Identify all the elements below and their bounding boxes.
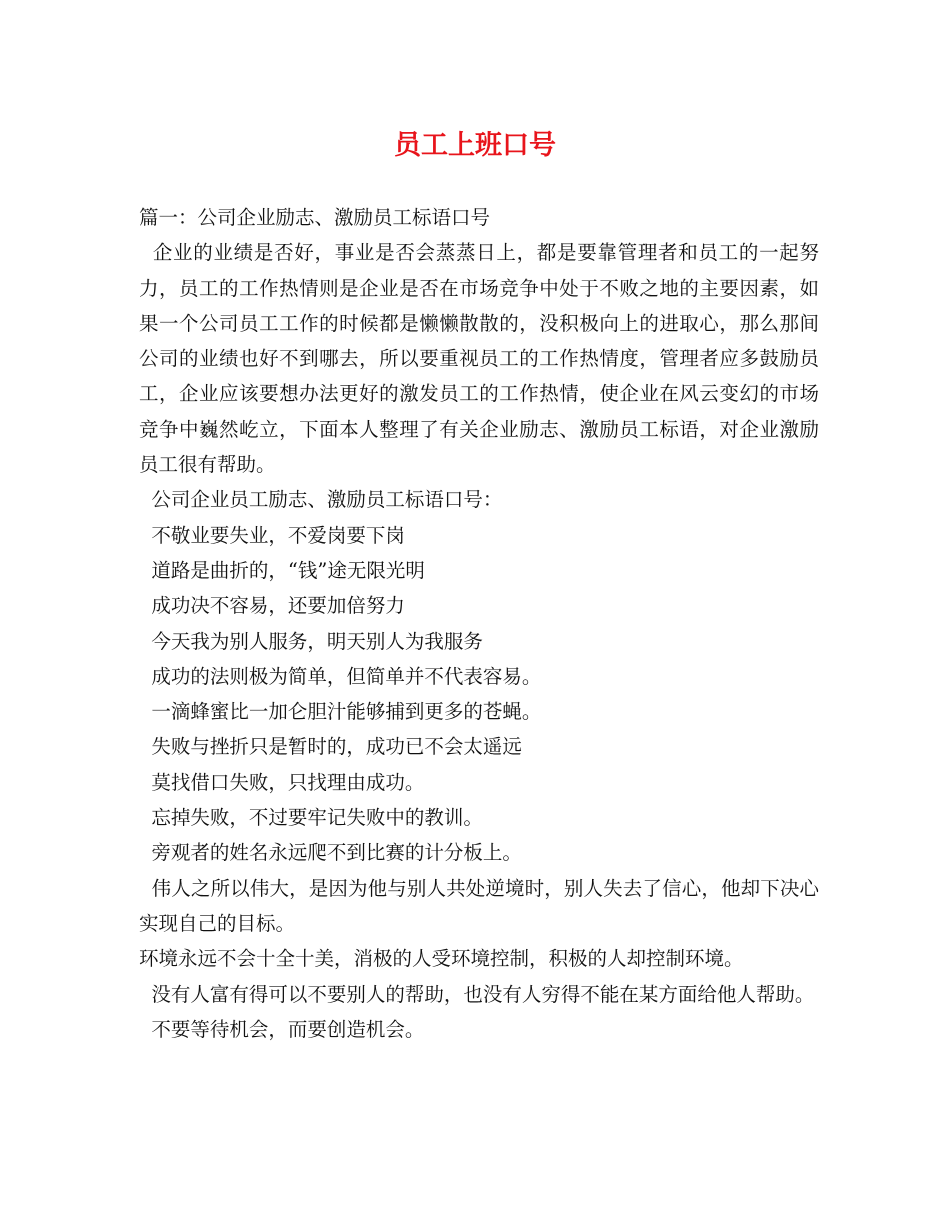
slogan-item: 不敬业要失业，不爱岗要下岗 — [139, 523, 405, 547]
section-heading: 篇一：公司企业励志、激励员工标语口号 — [139, 206, 491, 229]
slogan-list-heading: 公司企业员工励志、激励员工标语口号： — [139, 488, 503, 512]
slogan-item: 旁观者的姓名永远爬不到比赛的计分板上。 — [139, 841, 522, 865]
slogan-item: 伟人之所以伟大，是因为他与别人共处逆境时，别人失去了信心，他却下决心实现自己的目标。 — [139, 876, 819, 935]
slogan-item: 成功的法则极为简单，但简单并不代表容易。 — [139, 664, 542, 688]
slogan-item: 环境永远不会十全十美，消极的人受环境控制，积极的人却控制环境。 — [139, 947, 744, 971]
intro-paragraph: 企业的业绩是否好，事业是否会蒸蒸日上，都是要靠管理者和员工的一起努力，员工的工作热情则是企业是否在市场竞争中处于不败之地的主要因素，如果一个公司员工工作的时候都是懒懒散散的，没积极向上的进取心，那么那间公司的业绩也好不到哪去，所以要重视员工的工作热情度，管理者应多鼓励员工，企业应该要想办法更好的激发员工的工作热情，使企业在风云变幻的市场竞争中巍然屹立，下面本人整理了有关企业励志、激励员工标语，对企业激励员工很有帮助。 — [139, 241, 819, 477]
document-title: 员工上班口号 — [394, 130, 556, 161]
slogan-item: 一滴蜂蜜比一加仑胆汁能够捕到更多的苍蝇。 — [139, 700, 542, 724]
slogan-item: 不要等待机会，而要创造机会。 — [139, 1017, 425, 1041]
slogan-item: 失败与挫折只是暂时的，成功已不会太遥远 — [139, 735, 522, 759]
slogan-item: 莫找借口失败，只找理由成功。 — [139, 770, 425, 794]
slogan-item: 没有人富有得可以不要别人的帮助，也没有人穷得不能在某方面给他人帮助。 — [139, 982, 815, 1006]
document-body — [139, 200, 819, 1047]
slogan-item: 成功决不容易，还要加倍努力 — [139, 594, 405, 618]
slogan-item: 今天我为别人服务，明天别人为我服务 — [139, 629, 483, 653]
slogan-item: 道路是曲折的，“钱”途无限光明 — [139, 558, 425, 582]
slogan-item: 忘掉失败，不过要牢记失败中的教训。 — [139, 806, 483, 830]
